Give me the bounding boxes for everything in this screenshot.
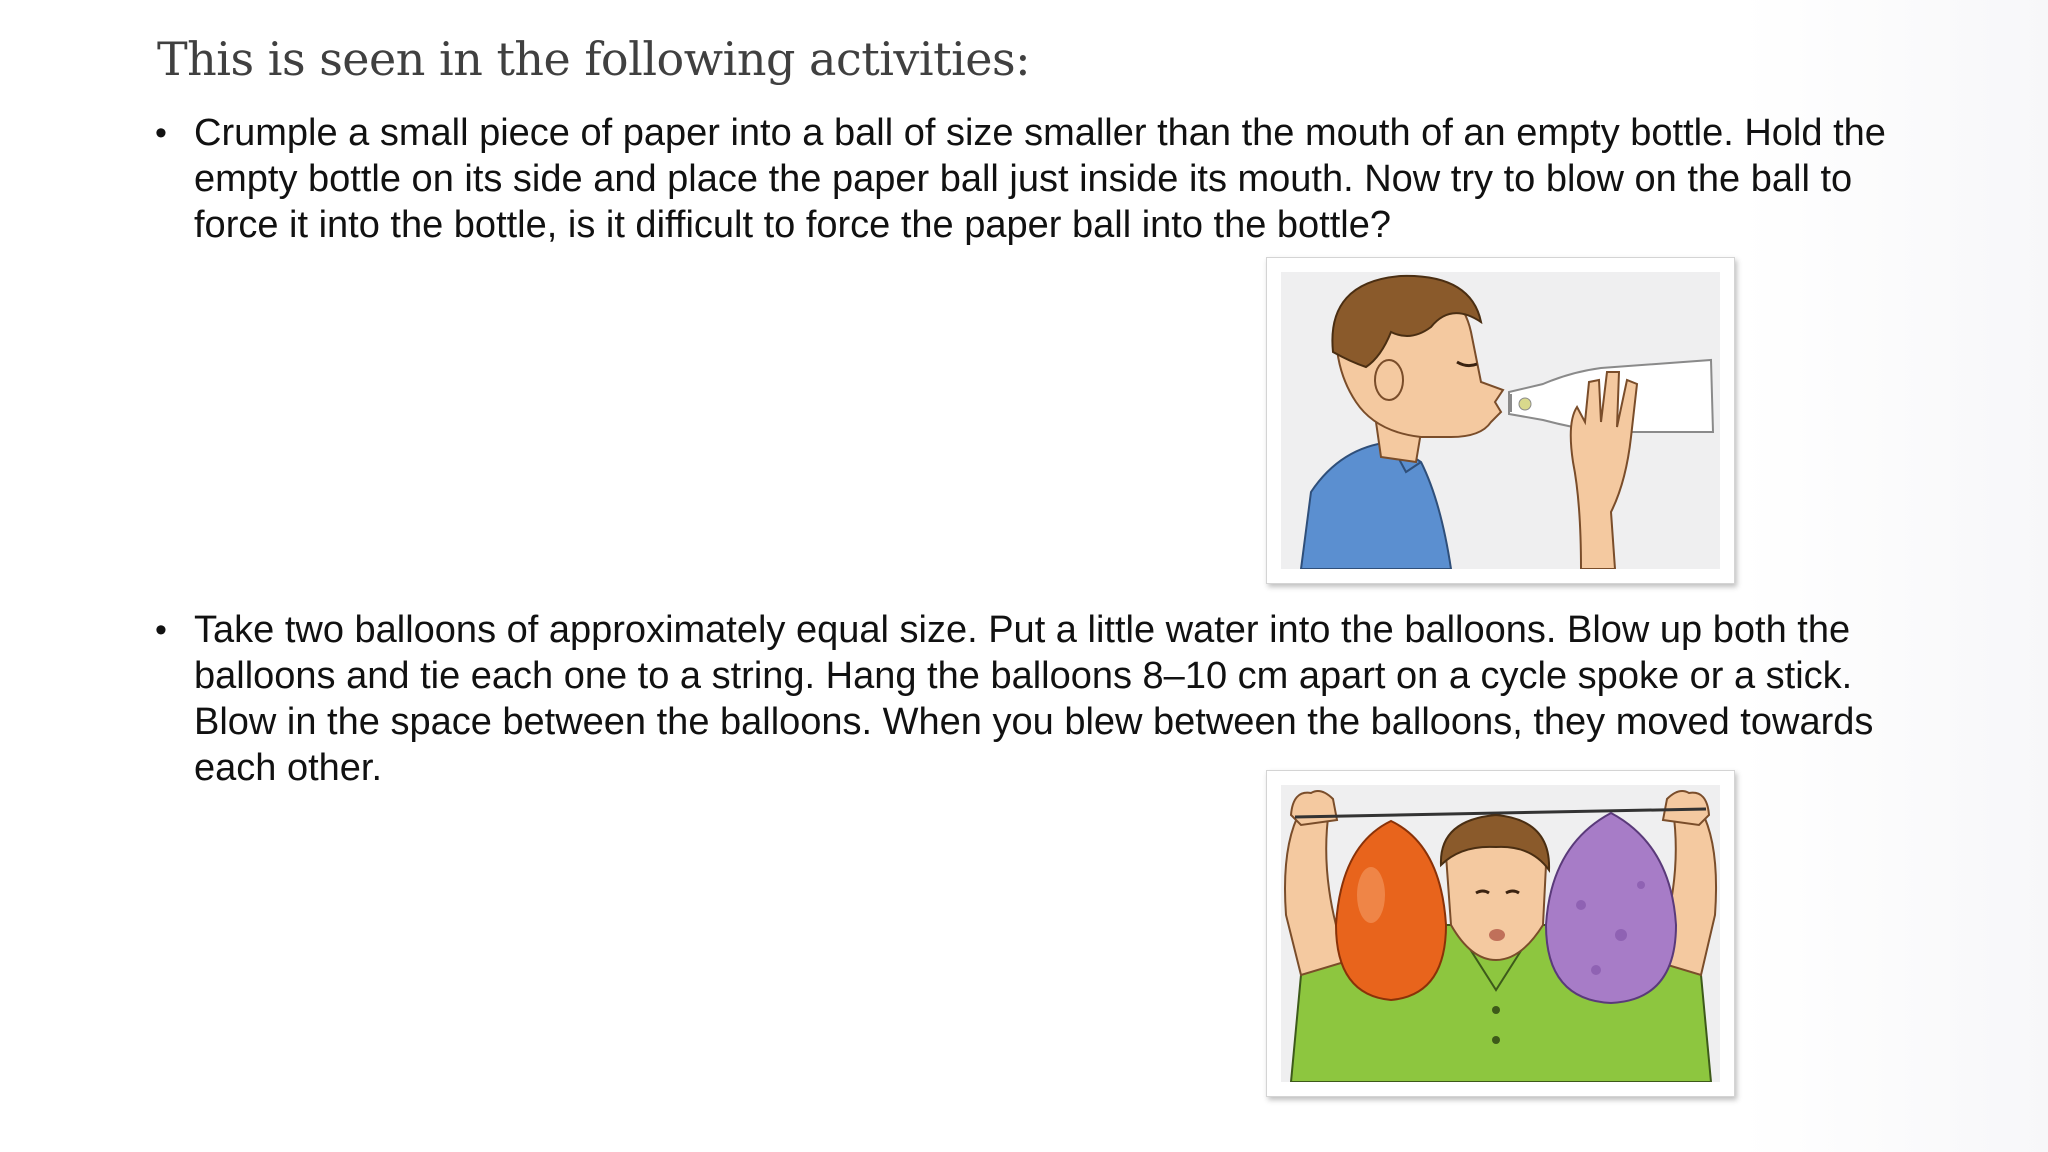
bullet-item-bottle	[155, 110, 1915, 248]
balloon-experiment-image	[1266, 770, 1735, 1097]
boy-blowing-between-balloons-illustration	[1281, 785, 1720, 1082]
bullet-marker: •	[155, 114, 167, 152]
bullet-text-bottle: Crumple a small piece of paper into a ball of size smaller than the mouth of an empty bottle. Hold the empty bottle on its side and place the paper ball just inside its mouth. Now try to blow on the ball to force it into the bottle, is it difficult to force the paper ball into the bottle?	[194, 112, 1886, 246]
bottle-experiment-image	[1266, 257, 1735, 584]
bullet-marker: •	[155, 611, 167, 649]
boy-blowing-into-bottle-illustration	[1281, 272, 1720, 569]
bullet-item-balloons	[155, 607, 1915, 791]
slide-title: This is seen in the following activities:	[157, 32, 1031, 86]
bullet-text-balloons: Take two balloons of approximately equal size. Put a little water into the balloons. Blow up both the balloons and tie each one to a string. Hang the balloons 8–10 cm apart on a cycle spoke or a stick. Blow in the space between the balloons. When you blew between the balloons, they moved towards each other.	[194, 609, 1874, 789]
